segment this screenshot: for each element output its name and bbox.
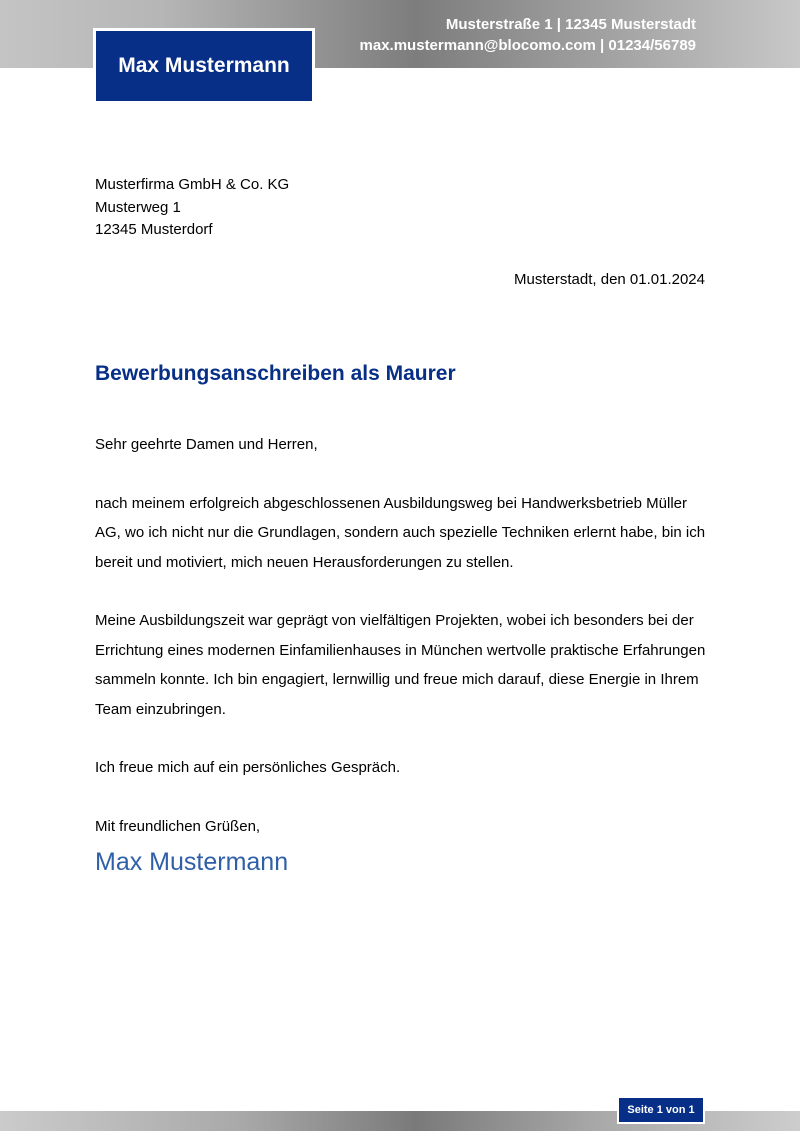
salutation: Sehr geehrte Damen und Herren,: [95, 436, 318, 453]
sender-name-box: [93, 28, 315, 104]
sender-address: Musterstraße 1 | 12345 Musterstadt: [445, 16, 696, 33]
page-number: Seite 1 von 1: [627, 1104, 695, 1116]
sender-name: Max Mustermann: [118, 54, 290, 77]
recipient-company: Musterfirma GmbH & Co. KG: [95, 176, 290, 193]
contact-info: [360, 14, 696, 56]
paragraph-3: Ich freue mich auf ein persönliches Gespräch.: [95, 759, 401, 777]
recipient-city: 12345 Musterdorf: [95, 221, 213, 238]
page-number-badge: [617, 1096, 705, 1124]
letter-subject: Bewerbungsanschreiben als Maurer: [95, 362, 456, 385]
signature: Max Mustermann: [95, 848, 289, 876]
closing: Mit freundlichen Grüßen,: [95, 818, 261, 836]
recipient-street: Musterweg 1: [95, 198, 181, 216]
paragraph-1: nach meinem erfolgreich abgeschlossenen Ausbildungsweg bei Handwerksbetrieb Müller AG, wo ich nicht nur die Grundlagen, sondern auch spezielle Techniken erlernt habe, bin ich bereit und motiviert, mich neuen Herausforderungen zu stellen.: [95, 494, 706, 571]
paragraph-2: Meine Ausbildungszeit war geprägt von vielfältigen Projekten, wobei ich besonders bei der Errichtung eines modernen Einfamilienhauses in München wertvolle praktische Erfahrungen sammeln konnte. Ich bin engagiert, lernwillig und freue mich darauf, diese Energie in Ihrem Team einzubringen.: [95, 612, 706, 718]
sender-contact: max.mustermann@blocomo.com | 01234/56789: [359, 37, 696, 54]
letter-body: [95, 430, 707, 871]
letter-date: Musterstadt, den 01.01.2024: [514, 271, 705, 288]
recipient-address: [95, 174, 289, 242]
